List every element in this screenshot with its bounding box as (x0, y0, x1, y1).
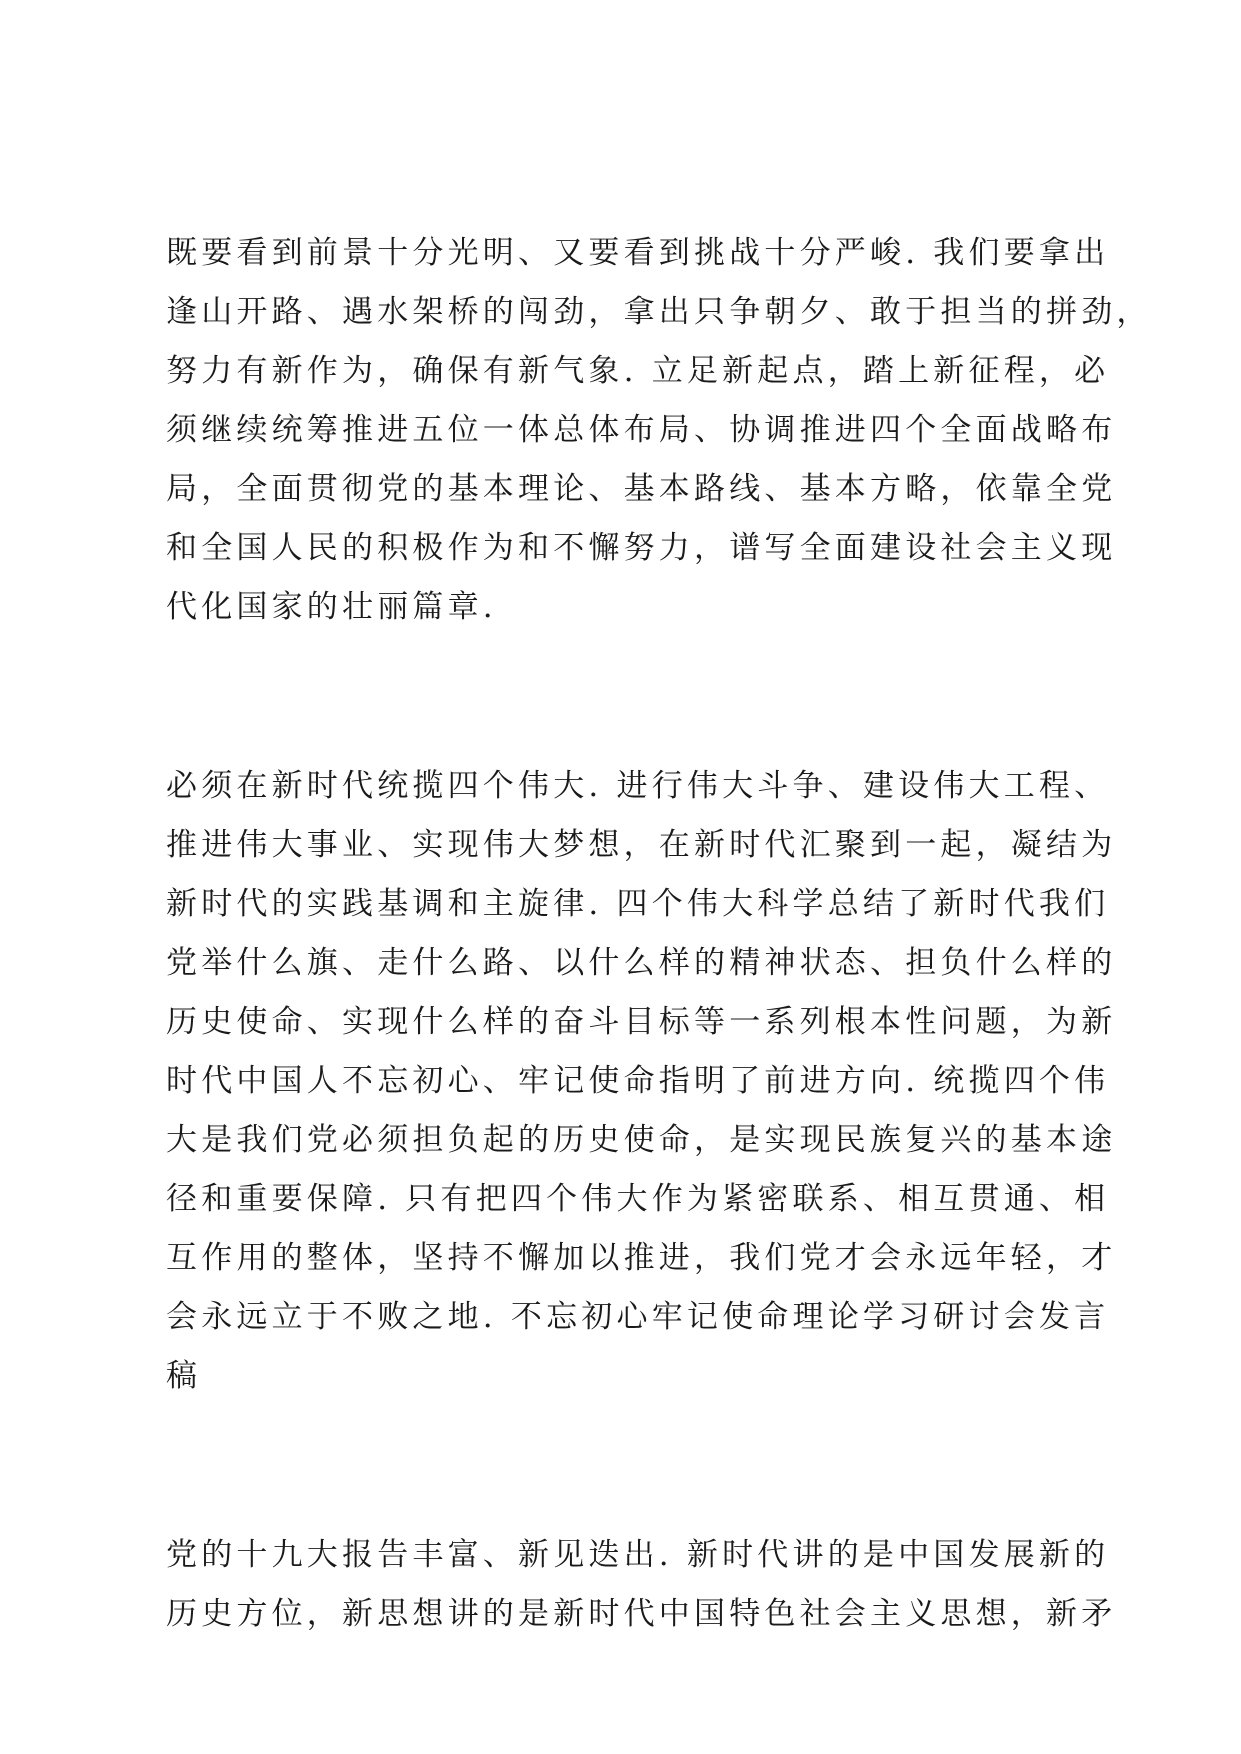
text-line: 推进伟大事业、实现伟大梦想，在新时代汇聚到一起，凝结为 (166, 827, 1117, 863)
text-line: 逢山开路、遇水架桥的闯劲，拿出只争朝夕、敢于担当的拼劲， (166, 294, 1152, 330)
text-line: 代化国家的壮丽篇章. (166, 589, 497, 625)
text-line: 互作用的整体，坚持不懈加以推进，我们党才会永远年轻，才 (166, 1240, 1117, 1276)
text-line: 历史使命、实现什么样的奋斗目标等一系列根本性问题，为新 (166, 1004, 1117, 1040)
document-body (166, 224, 1152, 1644)
text-line: 会永远立于不败之地. 不忘初心牢记使命理论学习研讨会发言 (166, 1299, 1110, 1335)
text-line: 必须在新时代统揽四个伟大. 进行伟大斗争、建设伟大工程、 (166, 768, 1110, 804)
text-line: 既要看到前景十分光明、又要看到挑战十分严峻. 我们要拿出 (166, 235, 1110, 271)
paragraph-spacer (166, 637, 1076, 757)
paragraph-2 (166, 757, 1117, 1406)
text-line: 党的十九大报告丰富、新见迭出. 新时代讲的是中国发展新的 (166, 1537, 1110, 1573)
text-line: 须继续统筹推进五位一体总体布局、协调推进四个全面战略布 (166, 412, 1117, 448)
text-line: 新时代的实践基调和主旋律. 四个伟大科学总结了新时代我们 (166, 886, 1110, 922)
text-line: 努力有新作为，确保有新气象. 立足新起点，踏上新征程，必 (166, 353, 1110, 389)
text-line: 径和重要保障. 只有把四个伟大作为紧密联系、相互贯通、相 (166, 1181, 1110, 1217)
text-line: 党举什么旗、走什么路、以什么样的精神状态、担负什么样的 (166, 945, 1117, 981)
text-line: 大是我们党必须担负起的历史使命，是实现民族复兴的基本途 (166, 1122, 1117, 1158)
text-line: 和全国人民的积极作为和不懈努力，谱写全面建设社会主义现 (166, 530, 1117, 566)
paragraph-3 (166, 1526, 1117, 1644)
text-line: 局，全面贯彻党的基本理论、基本路线、基本方略，依靠全党 (166, 471, 1117, 507)
text-line: 历史方位，新思想讲的是新时代中国特色社会主义思想，新矛 (166, 1596, 1117, 1632)
paragraph-spacer (166, 1406, 1076, 1526)
text-line: 时代中国人不忘初心、牢记使命指明了前进方向. 统揽四个伟 (166, 1063, 1110, 1099)
paragraph-1 (166, 224, 1152, 637)
text-line: 稿 (166, 1358, 202, 1394)
